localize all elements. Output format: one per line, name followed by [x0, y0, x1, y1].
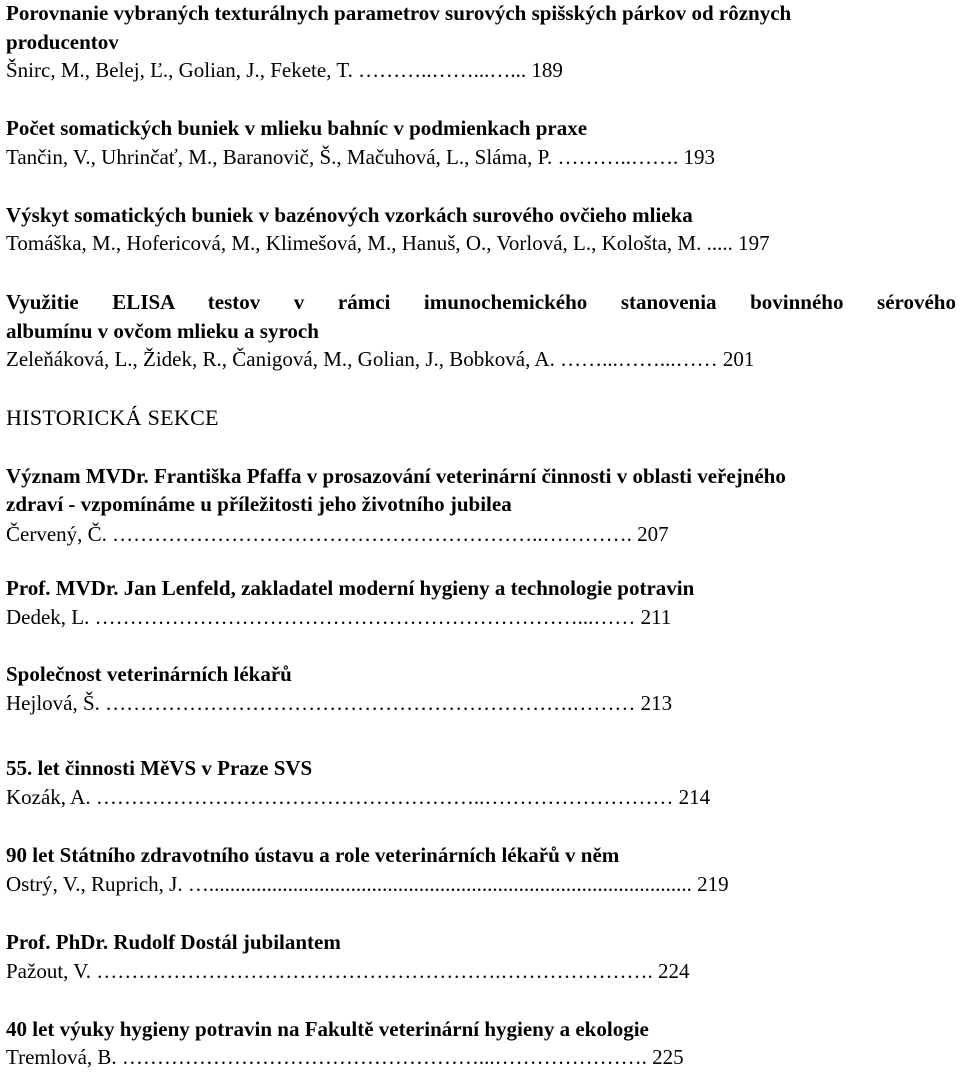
entry-authors-page: Tomáška, M., Hofericová, M., Klimešová, M., Hanuš, O., Vorlová, L., Kološta, M. ..... 197	[6, 231, 770, 255]
entry-title-continued: zdraví - vzpomínáme u příležitosti jeho životního jubilea	[6, 492, 512, 516]
entry-title: Využitie ELISA testov v rámci imunochemického stanovenia bovinného sérového	[6, 290, 956, 314]
entry-title: Porovnanie vybraných texturálnych parametrov surových spišských párkov od rôznych	[6, 1, 792, 25]
entry-title: Výskyt somatických buniek v bazénových vzorkách surového ovčieho mlieka	[6, 203, 693, 227]
entry-authors-page: Ostrý, V., Ruprich, J. …............................................................................................ 219	[6, 872, 729, 896]
entry-authors-page: Hejlová, Š. ………………………………………………………….……… 213	[6, 691, 673, 715]
entry-title-continued: producentov	[6, 30, 119, 54]
entry-authors-page: Pažout, V. ………………………………………………….…………………. 224	[6, 959, 690, 983]
entry-title: 55. let činnosti MěVS v Praze SVS	[6, 756, 313, 780]
entry-authors-page: Červený, Č. ……………………………………………………..…………. 207	[6, 522, 669, 546]
entry-authors-page: Tančin, V., Uhrinčať, M., Baranovič, Š., Mačuhová, L., Sláma, P. ………..……. 193	[6, 145, 715, 169]
entry-authors-page: Zeleňáková, L., Židek, R., Čanigová, M., Golian, J., Bobková, A. ……...……...…… 201	[6, 347, 755, 371]
entry-title: 40 let výuky hygieny potravin na Fakultě veterinární hygieny a ekologie	[6, 1017, 649, 1041]
entry-authors-page: Dedek, L. ……………………………………………………………...…… 211	[6, 605, 672, 629]
entry-title: Počet somatických buniek v mlieku bahníc v podmienkach praxe	[6, 116, 588, 140]
entry-title: Prof. PhDr. Rudolf Dostál jubilantem	[6, 930, 341, 954]
entry-title-continued: albumínu v ovčom mlieku a syroch	[6, 319, 319, 343]
entry-authors-page: Tremlová, B. ……………………………………………...…………………. 225	[6, 1045, 684, 1069]
entry-authors-page: Kozák, A. ………………………………………………..……………………… 214	[6, 785, 711, 809]
entry-title: Společnost veterinárních lékařů	[6, 662, 292, 686]
section-heading: HISTORICKÁ SEKCE	[6, 405, 219, 430]
entry-authors-page: Šnirc, M., Belej, Ľ., Golian, J., Fekete, T. ………..……...…... 189	[6, 58, 563, 82]
entry-title: 90 let Státního zdravotního ústavu a role veterinárních lékařů v něm	[6, 843, 620, 867]
entry-title: Význam MVDr. Františka Pfaffa v prosazování veterinární činnosti v oblasti veřejného	[6, 464, 786, 488]
entry-title: Prof. MVDr. Jan Lenfeld, zakladatel moderní hygieny a technologie potravin	[6, 576, 695, 600]
